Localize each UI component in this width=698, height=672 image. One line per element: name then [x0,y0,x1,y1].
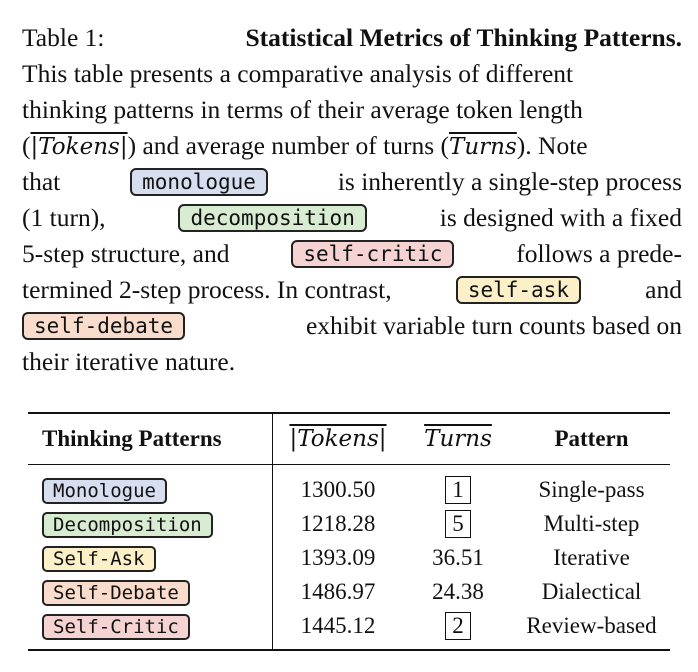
caption-text: is designed with a fixed [439,203,682,232]
caption-text: and [645,275,682,304]
pattern-type-cell: Iterative [553,545,630,570]
pattern-cell [28,507,273,541]
table-row [28,541,670,575]
pattern-cell [28,465,273,508]
caption-text: termined 2-step process. In contrast, [22,275,392,304]
tokens-cell: 1300.50 [300,477,376,502]
turns-cell [403,465,513,508]
caption-text: is inherently a single-step process [337,167,682,196]
self-debate-tag: self-debate [22,312,185,340]
caption-line-10 [22,344,682,380]
tokens-symbol: |Tokens| [30,133,128,160]
turns-cell: 24.38 [432,579,484,604]
self-critic-tag: self-critic [291,240,454,268]
self-ask-tag: self-ask [456,276,581,304]
caption-text: This table presents a comparative analysis of different [22,59,574,88]
pattern-type-cell: Dialectical [541,579,642,604]
pattern-type-cell: Single-pass [538,477,645,502]
monologue-tag: monologue [130,168,268,196]
caption-line-5 [22,164,682,200]
caption-line-6 [22,200,682,236]
pattern-cell [28,609,273,650]
turns-symbol: Turns [449,133,517,160]
turns-cell [403,609,513,650]
metrics-table-container [28,412,670,651]
self-ask-tag: Self-Ask [42,546,156,572]
caption-line-1 [22,20,682,56]
table-row [28,507,670,541]
decomposition-tag: decomposition [178,204,366,232]
caption-title: Statistical Metrics of Thinking Patterns. [245,23,682,52]
fixed-turns-box: 1 [445,476,471,504]
table-row [28,465,670,508]
table-row [28,609,670,650]
header-turns [403,413,513,465]
caption-label: Table 1: [22,23,105,52]
caption-text: ( [22,130,31,160]
turns-cell: 36.51 [432,545,484,570]
caption-text: exhibit variable turn counts based on [305,311,682,340]
pattern-type-cell: Review-based [526,613,657,638]
tokens-cell: 1486.97 [300,579,376,604]
caption-line-8 [22,272,682,308]
tokens-cell: 1393.09 [300,545,376,570]
caption-text: (1 turn), [22,203,106,232]
caption-text: ) and average number of turns ( [127,130,450,160]
tokens-cell: 1445.12 [300,613,376,638]
pattern-cell [28,541,273,575]
caption-text: follows a prede- [516,239,682,268]
header-pattern: Pattern [554,426,629,451]
self-critic-tag: Self-Critic [42,614,190,640]
header-thinking-patterns: Thinking Patterns [28,413,273,465]
caption-line-3 [22,92,682,128]
pattern-cell [28,575,273,609]
turns-symbol: Turns [424,426,492,452]
tokens-symbol: |Tokens| [289,426,387,452]
caption-text: their iterative nature. [22,347,236,376]
caption-line-4 [22,128,682,164]
fixed-turns-box: 5 [445,510,471,538]
fixed-turns-box: 2 [445,612,471,640]
pattern-type-cell: Multi-step [543,511,640,536]
metrics-table [28,412,670,651]
header-tokens [273,413,404,465]
caption-text: thinking patterns in terms of their average token length [22,95,583,124]
turns-cell [403,507,513,541]
caption-line-9 [22,308,682,344]
table-row [28,575,670,609]
table-header-row [28,413,670,465]
caption-text: 5-step structure, and [22,239,230,268]
caption-line-7 [22,236,682,272]
table-caption [22,20,682,380]
caption-text: ). Note [516,130,588,160]
decomposition-tag: Decomposition [42,512,213,538]
caption-line-2 [22,56,682,92]
caption-text [22,128,588,165]
caption-text: that [22,167,61,196]
self-debate-tag: Self-Debate [42,580,190,606]
tokens-cell: 1218.28 [300,511,376,536]
monologue-tag: Monologue [42,478,167,504]
